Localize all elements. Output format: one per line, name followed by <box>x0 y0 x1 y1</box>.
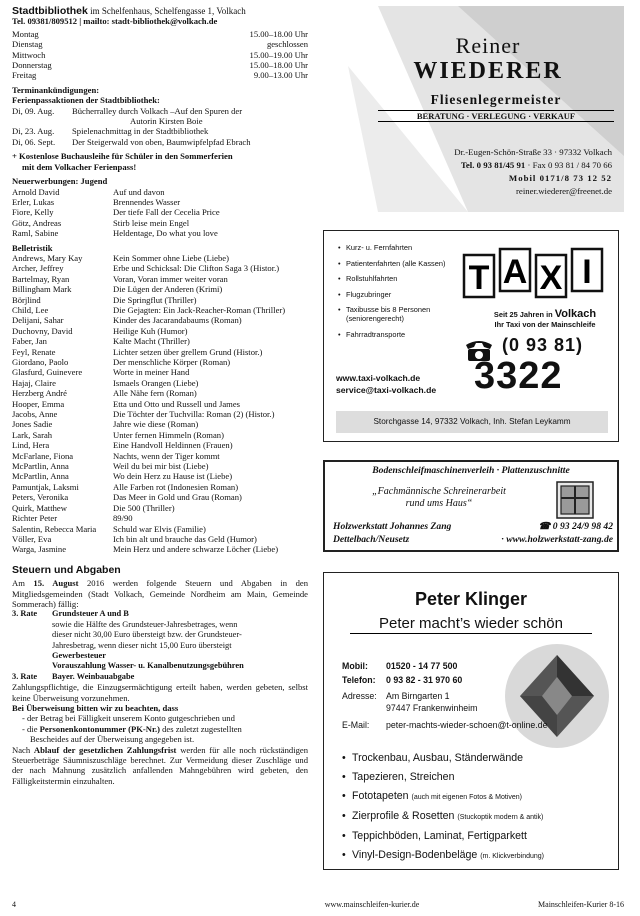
hours-time: 15.00–18.00 Uhr <box>249 60 308 71</box>
book-author: Pamuntjak, Laksmi <box>12 481 79 492</box>
zang-web: · www.holzwerkstatt-zang.de <box>501 534 613 545</box>
wiederer-address: Dr.-Eugen-Schön-Straße 33 · 97332 Volkach <box>454 147 612 157</box>
book-row <box>12 451 308 461</box>
taxi-service-item: • Flugzubringer <box>338 289 392 299</box>
event-dates <box>12 106 308 148</box>
book-author: Hajaj, Claire <box>12 377 56 388</box>
book-author: Herzberg André <box>12 388 67 399</box>
klinger-service-item: • Tapezieren, Streichen <box>342 768 614 787</box>
book-author: Raml, Sabine <box>12 228 59 239</box>
book-author: Peters, Veronika <box>12 492 69 503</box>
hours-time: 15.00–19.00 Uhr <box>249 49 308 60</box>
klinger-tel: 0 93 82 - 31 970 60 <box>386 675 463 685</box>
wiederer-services: BERATUNG · VERLEGUNG · VERKAUF <box>378 110 614 122</box>
book-row <box>12 367 308 377</box>
book-title: Weil du bei mir bist (Liebe) <box>113 461 209 472</box>
event-row <box>12 137 308 147</box>
page-footer <box>12 900 624 910</box>
book-row <box>12 471 308 481</box>
book-author: Duchovny, David <box>12 325 73 336</box>
book-title: Die Gejagten: Ein Jack-Reacher-Roman (Thriller) <box>113 304 286 315</box>
book-title: Kinder des Jacarandabaums (Roman) <box>113 315 242 326</box>
book-row <box>12 284 308 294</box>
book-author: Archer, Jeffrey <box>12 263 64 274</box>
book-row <box>12 503 308 513</box>
book-author: McFarlane, Fiona <box>12 450 74 461</box>
book-author: Börjlind <box>12 294 41 305</box>
taxi-town: Volkach <box>554 308 597 320</box>
hours-row <box>12 39 308 49</box>
book-author: McPartlin, Anna <box>12 461 69 472</box>
wiederer-email: reiner.wiederer@freenet.de <box>515 186 612 196</box>
book-title: Auf und davon <box>113 186 165 197</box>
svg-text:T: T <box>468 259 490 297</box>
book-row <box>12 378 308 388</box>
taxi-service-item: • Patientenfahrten (alle Kassen) <box>338 258 446 268</box>
event-text: Spielenachmittag in der Stadtbibliothek <box>72 126 209 137</box>
taxi-service-item: • Taxibusse bis 8 Personen (seniorengerecht) <box>338 305 431 323</box>
hours-day: Montag <box>12 28 39 39</box>
klinger-service-item: • Zierprofile & Rosetten (Stuckoptik modern & antik) <box>342 807 614 827</box>
book-row <box>12 228 308 238</box>
book-row <box>12 461 308 471</box>
book-title: Schuld war Elvis (Familie) <box>113 523 206 534</box>
bullet-icon: • <box>338 329 341 339</box>
wiederer-tel: Tel. 0 93 81/45 91 <box>460 160 526 170</box>
klinger-service-list <box>342 749 614 866</box>
svg-text:I: I <box>582 253 592 291</box>
klinger-addr-2: 97447 Frankenwinheim <box>386 703 478 713</box>
klinger-service-item: • Trockenbau, Ausbau, Ständerwände <box>342 749 614 768</box>
book-author: Giordano, Paolo <box>12 357 69 367</box>
book-title: Alle Nähe fern (Roman) <box>113 388 197 399</box>
transfer-bullet-2: - die Personenkontonummer (PK-Nr.) des zuletzt zugestellten <box>22 723 242 734</box>
book-row <box>12 524 308 534</box>
book-title: Kein Sommer ohne Liebe (Liebe) <box>113 252 229 263</box>
bullet-icon: • <box>338 258 341 268</box>
library-address: im Schelfenhaus, Schelfengasse 1, Volkach <box>90 6 246 16</box>
book-row <box>12 187 308 197</box>
book-title: Lichter setzen über grellem Grund (Histor.) <box>113 346 263 357</box>
library-contact: Tel. 09381/809512 | mailto: stadt-bibliothek@volkach.de <box>12 16 218 27</box>
book-title: Der menschliche Körper (Roman) <box>113 357 231 367</box>
window-icon <box>555 480 595 520</box>
payers-note: Zahlungspflichtige, die Einzugsermächtigung erteilt haben, werden gebeten, selbst keine Überweisung vorzunehmen. <box>12 682 308 703</box>
book-author: Arnold David <box>12 186 60 197</box>
book-title: Jahre wie diese (Roman) <box>113 419 199 430</box>
book-title: Erbe und Schicksal: Die Clifton Saga 3 (Histor.) <box>113 263 280 274</box>
taxi-since: Seit 25 Jahren in <box>493 310 553 319</box>
book-title: Das Meer in Gold und Grau (Roman) <box>113 492 242 503</box>
book-title: Brennendes Wasser <box>113 196 181 207</box>
left-column: Stadtbibliothek im Schelfenhaus, Schelfengasse 1, Volkach Tel. 09381/809512 | mailto: stadt-bibliothek@volkach.de Montag 15.00–18.00 Uhr Dienstag geschlossen Mittwoch 15.00–19.00 Uhr Donnerstag 15.00–18.00 Uhr Freitag 9.00–13.00 Uhr Terminankündigungen: Ferienpassaktionen der Stadtbibliothek: Di, 09. Aug. Bücherralley durch Volkach –Auf den Spuren der Autorin Kirsten Boie Di, 23. Aug. Spielenachmittag in der Stadtbibliothek Di, 06. Sept. Der Steigerwald von oben, Baumwipfelpfad Ebrach + Kostenlose Buchausleihe für Schüler in den Sommerferien mit dem Volkacher Ferienpass! Neuerwerbungen: Jugend Arnold David Auf und davon Erler, Lukas Brennendes Wasser Fiore, Kelly Der tiefe Fall der Cecelia Price Götz, Andreas Stirb leise mein Engel Raml, Sabine Heldentage, Do what you love Belletristik Andrews, Mary Kay Kein Sommer ohne Liebe (Liebe) Archer, Jeffrey Erbe und Schicksal: Die Clifton Saga 3 (Histor.) Bartelmay, Ryan Voran, Voran immer weiter voran Billingham Mark Die Lügen der Anderen (Krimi) Börjlind Die Springflut (Thriller) Child, Lee Die Gejagten: Ein Jack-Reacher-Roman (Thriller) Delijani, Sahar Kinder des Jacarandabaums (Roman) Duchovny, David Heilige Kuh (Humor) Faber, Jan Kalte Macht (Thriller) Feyl, Renate Lichter setzen über grellem Grund (Histor.) Giordano, Paolo Der menschliche Körper (Roman) Glasfurd, Guinevere Worte in meiner Hand Hajaj, Claire Ismaels Orangen (Liebe) Herzberg André Alle Nähe fern (Roman) Hooper, Emma Etta und Otto und Russell und James Jacobs, Anne Die Töchter der Tuchvilla: Roman (2) (Histor.) Jones Sadie Jahre wie diese (Roman) Lark, Sarah Unter fernen Himmeln (Roman) Lind, Hera Eine Handvoll Heldinnen (Frauen) McFarlane, Fiona Nachts, wenn der Tiger kommt McPartlin, Anna Weil du bei mir bist (Liebe) McPartlin, Anna Wo dein Herz zu Hause ist (Liebe) Pamuntjak, Laksmi Alle Farben rot (Indonesien Roman) Peters, Veronika Das Meer in Gold und Grau (Roman) Quirk, Matthew Die 500 (Thriller) Richter Peter 89/90 Salentin, Rebecca Maria Schuld war Elvis (Familie) Völler, Eva Ich bin alt und brauche das Geld (Humor) Warga, Jasmine Mein Herz und andere schwarze Löcher (Liebe) Steuern und Abgaben Am 15. August 2016 werden folgende Steuern und Abgaben in den Mitgliedsgemeinden (Stadt Volkach, Gemeinde Nordheim am Main, Gemeinde Sommerach) fällig: 3. Rate Grundsteuer A und B sowie die Hälfte des Grundsteuer-Jahresbetrages, wenn dieser nicht 30,00 Euro übersteigt bzw. der Grundsteuer- Jahresbetrag, wenn dieser nicht 15,00 Euro übersteigt Gewerbesteuer Vorauszahlung Wasser- u. Kanalbenutzungsgebühren 3. Rate Bayer. Weinbauabgabe Zahlungspflichtige, die Einzugsermächtigung erteilt haben, werden gebeten, selbst keine Überweisung vorzunehmen. Bei Überweisung bitten wir zu beachten, dass - der Betrag bei Fälligkeit unserem Konto gutgeschrieben und - die Personenkontonummer (PK-Nr.) des zuletzt zugestellten Bescheides auf der Überweisung angegeben ist. Nach Ablauf der gesetzlichen Zahlungsfrist werden für alle noch rückständigen Steuerbeträge Säumniszuschläge berechnet. Zur Vermeidung dieser Zuschläge und der nach Mahnung zusätzlich anfallenden Mahngebühren wird gebeten, den Fälligkeitstermin einzuhalten. <box>12 5 308 786</box>
taxi-number: 3322 <box>474 355 563 397</box>
youth-heading: Neuerwerbungen: Jugend <box>12 176 108 187</box>
footer-issue: Mainschleifen-Kurier 8-16 <box>538 900 624 909</box>
taxi-slogan: Ihr Taxi von der Mainschleife <box>494 320 596 330</box>
wiederer-firstname: Reiner <box>455 33 521 58</box>
book-title: Die 500 (Thriller) <box>113 502 175 513</box>
klinger-mail: peter-machts-wieder-schoen@t-online.de <box>386 720 548 730</box>
book-row <box>12 263 308 273</box>
taxi-logo-icon <box>460 245 610 307</box>
book-title: Wo dein Herz zu Hause ist (Liebe) <box>113 471 233 482</box>
hours-row <box>12 70 308 80</box>
book-row <box>12 274 308 284</box>
page-number: 4 <box>12 900 16 909</box>
book-row <box>12 419 308 429</box>
hours-day: Freitag <box>12 70 37 81</box>
taxes-intro: Am 15. August 2016 werden folgende Steuern und Abgaben in den Mitgliedsgemeinden (Stadt Volkach, Gemeinde Nordheim am Main, Gemeinde Sommerach) fällig: <box>12 578 308 609</box>
book-author: Lind, Hera <box>12 440 50 451</box>
event-text: Bücherralley durch Volkach –Auf den Spuren der <box>72 105 243 116</box>
bullet-icon: • <box>342 810 346 822</box>
taxi-service-item: • Rollstuhlfahrten <box>338 274 398 283</box>
book-author: Glasfurd, Guinevere <box>12 367 83 378</box>
book-author: Hooper, Emma <box>12 398 65 409</box>
book-row <box>12 347 308 357</box>
book-row <box>12 388 308 398</box>
book-row <box>12 440 308 450</box>
book-row <box>12 336 308 346</box>
bullet-icon: • <box>342 849 346 861</box>
book-row <box>12 207 308 217</box>
book-author: Salentin, Rebecca Maria <box>12 523 97 534</box>
book-row <box>12 534 308 544</box>
book-author: Lark, Sarah <box>12 429 53 440</box>
zang-top: Bodenschleifmaschinenverleih · Plattenzuschnitte <box>372 465 570 476</box>
bullet-icon: • <box>338 243 341 252</box>
book-title: Unter fernen Himmeln (Roman) <box>113 429 224 440</box>
event-date: Di, 23. Aug. <box>12 126 55 137</box>
rate-3-block: 3. Rate Grundsteuer A und B sowie die Hälfte des Grundsteuer-Jahresbetrages, wenn dieser nicht 30,00 Euro übersteigt bzw. der Grundsteuer- Jahresbetrag, wenn dieser nicht 15,00 Euro übersteigt Gewerbesteuer Vorauszahlung Wasser- u. Kanalbenutzungsgebühren 3. Rate Bayer. Weinbauabgabe <box>12 609 244 681</box>
event-date: Di, 06. Sept. <box>12 136 56 147</box>
ad-klinger <box>323 572 619 870</box>
book-title: Nachts, wenn der Tiger kommt <box>113 450 220 461</box>
fiction-list <box>12 253 308 555</box>
book-author: Warga, Jasmine <box>12 544 67 555</box>
taxi-service-item: • Kurz- u. Fernfahrten <box>338 243 413 252</box>
taxi-web: www.taxi-volkach.de <box>336 373 421 383</box>
book-author: Richter Peter <box>12 513 58 524</box>
taxi-area-code: (0 93 81) <box>502 335 584 355</box>
klinger-slogan: Peter macht’s wieder schön <box>350 615 592 634</box>
book-author: Faber, Jan <box>12 336 47 347</box>
bullet-icon: • <box>342 830 346 842</box>
bullet-icon: • <box>338 305 341 314</box>
due-date: 15. August <box>33 578 79 589</box>
book-title: Eine Handvoll Heldinnen (Frauen) <box>113 440 233 451</box>
klinger-name: Peter Klinger <box>414 589 528 609</box>
event-text-cont: Autorin Kirsten Boie <box>130 116 203 127</box>
book-row <box>12 253 308 263</box>
book-author: McPartlin, Anna <box>12 471 69 482</box>
book-row <box>12 326 308 336</box>
bullet-icon: • <box>338 289 341 299</box>
bullet-icon: • <box>342 790 346 802</box>
fiction-heading: Belletristik <box>12 242 53 253</box>
hours-time: 15.00–18.00 Uhr <box>249 28 308 39</box>
book-row <box>12 315 308 325</box>
taxi-mail: service@taxi-volkach.de <box>336 385 437 395</box>
book-row <box>12 295 308 305</box>
event-row <box>12 126 308 136</box>
book-title: Alle Farben rot (Indonesien Roman) <box>113 481 239 492</box>
zang-name: Holzwerkstatt Johannes Zang <box>333 521 452 532</box>
book-row <box>12 305 308 315</box>
hours-day: Mittwoch <box>12 49 46 60</box>
book-title: 89/90 <box>113 513 133 524</box>
book-row <box>12 492 308 502</box>
book-title: Heldentage, Do what you love <box>113 228 218 239</box>
event-row <box>12 106 308 116</box>
hours-row <box>12 60 308 70</box>
bullet-icon: • <box>338 274 341 283</box>
book-row <box>12 513 308 523</box>
zang-quote-2: rund ums Haus“ <box>405 498 473 509</box>
final-note: Nach Ablauf der gesetzlichen Zahlungsfrist werden für alle noch rückständigen Steuerbeträge Säumniszuschläge berechnet. Zur Vermeidung dieser Zuschläge und der nach Mahnung zusätzlich anfallenden Mahngebühren wird gebeten, den Fälligkeitstermin einzuhalten. <box>12 744 308 786</box>
svg-text:X: X <box>539 259 563 297</box>
book-title: Der tiefe Fall der Cecelia Price <box>113 207 220 218</box>
book-title: Worte in meiner Hand <box>113 367 190 378</box>
book-title: Ich bin alt und brauche das Geld (Humor) <box>113 533 257 544</box>
book-title: Die Töchter der Tuchvilla: Roman (2) (Histor.) <box>113 409 275 420</box>
book-title: Stirb leise mein Engel <box>113 217 190 228</box>
klinger-mobile-label: Mobil: <box>342 661 368 671</box>
hours-row <box>12 29 308 39</box>
klinger-mobile: 01520 - 14 77 500 <box>386 661 458 671</box>
event-text: Der Steigerwald von oben, Baumwipfelpfad Ebrach <box>72 136 251 147</box>
klinger-service-item: • Teppichböden, Laminat, Fertigparkett <box>342 827 614 846</box>
klinger-mail-label: E-Mail: <box>342 720 370 730</box>
klinger-service-item: • Vinyl-Design-Bodenbeläge (m. Klickverbindung) <box>342 846 614 866</box>
book-author: Jones Sadie <box>12 419 53 430</box>
youth-list <box>12 187 308 239</box>
zang-phone: ☎ 0 93 24/9 98 42 <box>538 521 613 532</box>
book-row <box>12 399 308 409</box>
library-header <box>12 6 308 16</box>
book-author: Child, Lee <box>12 304 49 315</box>
hours-time: geschlossen <box>266 39 308 50</box>
book-author: Andrews, Mary Kay <box>12 252 83 263</box>
dates-heading: Terminankündigungen: <box>12 84 100 95</box>
ad-zang <box>323 460 619 552</box>
book-row <box>12 482 308 492</box>
wiederer-mobile: Mobil 0171/8 73 12 52 <box>508 173 612 183</box>
book-author: Billingham Mark <box>12 284 72 295</box>
wiederer-fax: · Fax 0 93 81 / 84 70 66 <box>527 160 612 170</box>
book-author: Feyl, Renate <box>12 346 56 357</box>
book-row <box>12 218 308 228</box>
footer-url: www.mainschleifen-kurier.de <box>324 900 420 909</box>
book-title: Etta und Otto und Russell und James <box>113 398 240 409</box>
dates-subheading: Ferienpassaktionen der Stadtbibliothek: <box>12 95 160 106</box>
klinger-addr-label: Adresse: <box>342 691 377 701</box>
book-author: Delijani, Sahar <box>12 315 64 326</box>
book-author: Quirk, Matthew <box>12 502 67 513</box>
book-author: Völler, Eva <box>12 533 52 544</box>
book-row <box>12 409 308 419</box>
book-row <box>12 197 308 207</box>
taxi-footer: Storchgasse 14, 97332 Volkach, Inh. Stefan Leykamm <box>336 411 608 433</box>
hours-day: Donnerstag <box>12 60 52 71</box>
taxi-service-item: • Fahrradtransporte <box>338 329 406 339</box>
book-title: Voran, Voran immer weiter voran <box>113 273 228 284</box>
klinger-tel-label: Telefon: <box>342 675 376 685</box>
taxi-service-list <box>338 243 462 345</box>
book-title: Die Lügen der Anderen (Krimi) <box>113 284 223 295</box>
bullet-icon: • <box>342 752 346 764</box>
book-title: Ismaels Orangen (Liebe) <box>113 377 199 388</box>
event-date: Di, 09. Aug. <box>12 105 55 116</box>
klinger-service-item: • Fototapeten (auch mit eigenen Fotos & Motiven) <box>342 787 614 807</box>
svg-text:A: A <box>502 253 528 291</box>
promo-line-2: mit dem Volkacher Ferienpass! <box>22 161 137 172</box>
opening-hours <box>12 29 308 81</box>
book-author: Jacobs, Anne <box>12 409 58 420</box>
book-author: Fiore, Kelly <box>12 207 54 218</box>
promo-line-1: + Kostenlose Buchausleihe für Schüler in den Sommerferien <box>12 151 233 162</box>
book-author: Erler, Lukas <box>12 196 55 207</box>
hours-time: 9.00–13.00 Uhr <box>253 70 308 81</box>
book-row <box>12 430 308 440</box>
transfer-heading: Bei Überweisung bitten wir zu beachten, dass <box>12 703 179 713</box>
ad-taxi <box>323 230 619 442</box>
wiederer-trade: Fliesenlegermeister <box>430 92 562 107</box>
transfer-bullet-1: - der Betrag bei Fälligkeit unserem Konto gutgeschrieben und <box>22 713 235 724</box>
taxes-heading: Steuern und Abgaben <box>12 563 121 576</box>
wiederer-lastname: WIEDERER <box>413 58 563 84</box>
book-title: Heilige Kuh (Humor) <box>113 325 188 336</box>
zang-quote-1: „Fachmännische Schreinerarbeit <box>372 486 506 497</box>
book-author: Bartelmay, Ryan <box>12 273 70 284</box>
ad-wiederer <box>318 6 624 212</box>
book-row <box>12 544 308 554</box>
klinger-addr-1: Am Birngarten 1 <box>386 691 450 701</box>
hours-day: Dienstag <box>12 39 43 50</box>
book-title: Kalte Macht (Thriller) <box>113 336 190 347</box>
bullet-icon: • <box>342 771 346 783</box>
book-title: Mein Herz und andere schwarze Löcher (Liebe) <box>113 544 279 555</box>
book-author: Götz, Andreas <box>12 217 62 228</box>
zang-town: Dettelbach/Neusetz <box>333 534 410 545</box>
book-title: Die Springflut (Thriller) <box>113 294 197 305</box>
hours-row <box>12 50 308 60</box>
library-title: Stadtbibliothek <box>12 5 88 17</box>
book-row <box>12 357 308 367</box>
